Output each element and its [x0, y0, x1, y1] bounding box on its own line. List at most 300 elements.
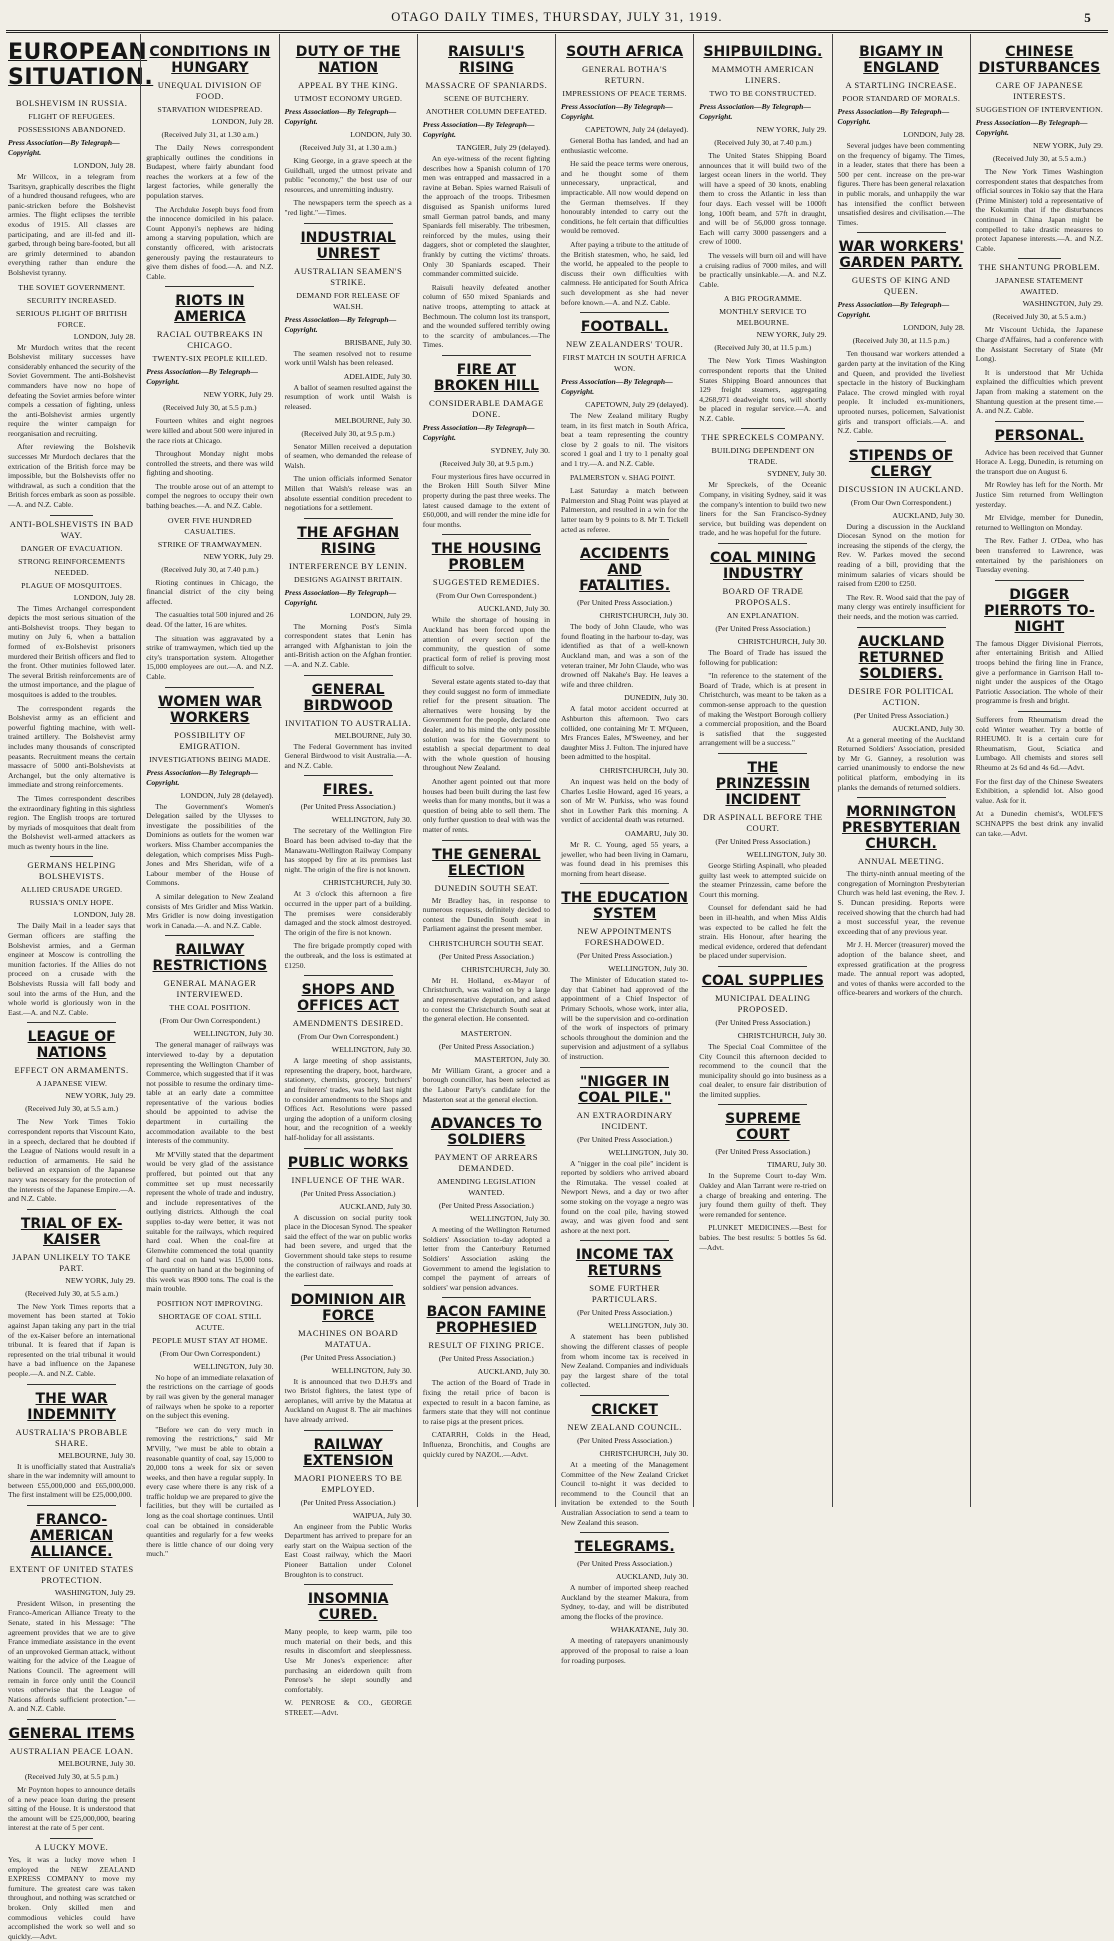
article-paragraph: The Times Archangel correspondent depicts the most serious situation of the anti-Bolshevist troops. They began to mutiny on July 6, when a battalion formed of ex-Bolshevist prisoners murdered their British officers and fled to the front. Other mutinies followed later. The several British reinforcements are of the utmost importance, and the plague of mosquitoes is added to the troubles.: [8, 603, 136, 699]
article-subheading: RESULT OF FIXING PRICE.: [428, 1340, 545, 1351]
dateline: TANGIER, July 29 (delayed).: [456, 143, 550, 152]
article-headline: DIGGER PIERROTS TO-NIGHT: [984, 586, 1095, 635]
article-subheading: DEMAND FOR RELEASE OF WALSH.: [296, 290, 400, 311]
received-note: (Received July 30, at 9.5 p.m.): [301, 428, 395, 438]
article-paragraph: Ten thousand war workers attended a garden party at the invitation of the King and Queen, and provided the liveliest spectacle in the history of Buckingham Palace. The crowd mingled with royal people. It included ex-munitioners, uprooted nurses, policemen, Salvationist girls and transport officials.—A. and N.Z. Cable.: [837, 349, 965, 436]
press-credit: (Per United Press Association.): [300, 1497, 396, 1507]
article-paragraph: Advice has been received that Gunner Horace A. Legg, Dunedin, is returning on the transport due on August 6.: [975, 447, 1103, 476]
article-paragraph: The New York Times Washington correspondent states that despatches from official sources in Tokio say that the Hara (Prime Minister) told a representative of the Kokumin that if the disturbances continued in China Japan might be compelled to take drastic measures to protect Japanese interests.—A. and N.Z. Cable.: [975, 167, 1103, 253]
article-paragraph: The Minister of Education stated to-day that Cabinet had approved of the appointment of a Chief Inspector of Primary Schools, whose work, inter alia, will be the supervision and co-ordination of the work of inspectors of primary schools throughout the dominion and the supervision and adjustment of a syllabus of instruction.: [561, 975, 689, 1062]
news-article: [838, 627, 965, 793]
press-credit: Press Association—By Telegraph—Copyright.: [837, 300, 950, 320]
news-column-6: [693, 34, 831, 1507]
article-divider: [580, 1240, 669, 1241]
article-headline: DUTY OF THE NATION: [295, 44, 401, 76]
press-credit: (Per United Press Association.): [577, 1134, 673, 1144]
article-paragraph: A meeting of the Wellington Returned Soldiers' Association to-day adopted a letter from the Canterbury Returned Soldiers' Association asking the Government to amend the legislation to compel the payment of arrears of soldiers' war pension advances.: [422, 1225, 550, 1292]
dateline: BRISBANE, July 30.: [344, 337, 412, 347]
article-headline: SHIPBUILDING.: [703, 44, 823, 60]
article-headline: SHOPS AND OFFICES ACT: [297, 982, 399, 1015]
received-note: (Received July 30, at 9.5 p.m.): [439, 458, 534, 468]
dateline: LONDON, July 30.: [350, 130, 412, 139]
article-divider: [718, 1104, 807, 1105]
article-divider: [304, 1584, 393, 1585]
article-paragraph: W. PENROSE & CO., GEORGE STREET.—Advt.: [284, 1698, 412, 1717]
article-subheading: MUNICIPAL DEALING PROPOSED.: [715, 992, 811, 1014]
dateline: WELLINGTON, July 30.: [331, 1045, 412, 1055]
article-paragraph: Mr Spreckels, of the Oceanic Company, in visiting Sydney, said it was the company's intention to build two new liners for the San Francisco-Sydney service, but building was dependent on trade, and he was hopeful for the future.: [699, 480, 827, 538]
news-article: [699, 543, 826, 748]
article-headline: ACCIDENTS AND FATALITIES.: [579, 546, 671, 595]
article-divider: [304, 675, 393, 676]
article-paragraph: Several estate agents stated to-day that they could suggest no form of immediate relief for the present situation. The alternatives were housing by the Government for the people, declared one dealer, and to his mind the only possible solution was for the Government to establish a special department to deal with the whole question of housing throughout New Zealand.: [422, 677, 550, 773]
article-subheading: BOARD OF TRADE PROPOSALS.: [722, 586, 804, 608]
article-paragraph: The famous Digger Divisional Pierrots, after entertaining British and Allied troops behind the firing line in France, give a performance in Garrison Hall to-night under the auspices of the Otago Patriotic Association. The whole of their programme is fresh and bright.: [975, 638, 1103, 706]
press-credit: (Per United Press Association.): [715, 624, 811, 634]
article-subheading: TWENTY-SIX PEOPLE KILLED.: [152, 354, 268, 364]
press-credit: Press Association—By Telegraph—Copyright.: [422, 422, 535, 442]
article-subheading: ANNUAL MEETING.: [857, 856, 945, 867]
dateline: AUCKLAND, July 30.: [892, 723, 965, 733]
news-article: [976, 44, 1103, 253]
article-paragraph: "Before we can do very much in removing the restrictions," said Mr M'Villy, "we must be able to obtain a reasonable quantity of coal, say 15,000 to 20,000 tons a week for six or seven weeks, and then have a regular supply. In every case where there is any risk of a traffic holdup we are prepared to give the facilities, but they will be curtailed as long as the coal shortage continues. Until coal can be obtained in considerable quantities and regularly for a few weeks there is little chance of our doing very much.": [146, 1424, 274, 1559]
article-paragraph: The general manager of railways was interviewed to-day by a deputation representing the Wellington Chamber of Commerce, which suggested that if it was not possible to resume the ordinary time-table at an early date a committee representative of the various bodies should be appointed to advise the department in curtailing the accommodation available to the best interests of the community.: [146, 1040, 274, 1146]
article-headline: THE PRINZESSIN INCIDENT: [715, 759, 810, 808]
article-divider: [304, 1148, 393, 1149]
article-divider: [165, 935, 254, 936]
news-article: [285, 518, 412, 670]
article-paragraph: A number of imported sheep reached Auckland by the steamer Makura, from Sydney, to-day, and will be distributed among the flocks of the province.: [561, 1583, 689, 1621]
article-paragraph: The Times correspondent describes the extraordinary fighting in this sightless region. The English troops are tortured by myriads of mosquitoes that dealt from the Bolshevist well-armed attackers as much as twenty hours in the line.: [8, 793, 136, 851]
article-paragraph: George Stirling Aspinall, who pleaded guilty last week to attempted suicide on the steamer Prinzessin, came before the Court this morning.: [699, 860, 827, 899]
article-subheading: RUSSIA'S ONLY HOPE.: [29, 898, 114, 908]
news-article: [699, 428, 826, 538]
article-subheading: THE COAL POSITION.: [169, 1003, 251, 1013]
press-credit: (From Our Own Correspondent.): [297, 1032, 399, 1042]
article-paragraph: It is understood that Mr Uchida explained the difficulties which prevent Japan from making a statement on the Shantung question at the present time.—A. and N.Z. Cable.: [975, 367, 1103, 416]
article-subheading: POSSESSIONS ABANDONED.: [17, 125, 126, 134]
article-subheading: MASSACRE OF SPANIARDS.: [425, 80, 548, 90]
news-article: [561, 1532, 688, 1665]
article-subheading: DESIGNS AGAINST BRITAIN.: [294, 574, 403, 584]
article-headline: RAILWAY RESTRICTIONS: [152, 942, 268, 975]
masthead-title: OTAGO DAILY TIMES, THURSDAY, JULY 31, 1919.: [391, 10, 723, 24]
article-subheading: DESIRE FOR POLITICAL ACTION.: [848, 685, 954, 707]
article-divider: [857, 797, 946, 798]
article-paragraph: While the shortage of housing in Auckland has been forced upon the attention of every section of the community, the question of some practical form of relief is proving most difficult to solve.: [422, 615, 550, 673]
dateline: MELBOURNE, July 30.: [334, 730, 412, 740]
article-subheading: ANTI-BOLSHEVISTS IN BAD WAY.: [9, 518, 134, 540]
article-subheading: TWO TO BE CONSTRUCTED.: [709, 89, 817, 98]
news-article: [976, 421, 1103, 575]
masthead: [0, 10, 1114, 28]
article-subheading: INFLUENCE OF THE WAR.: [291, 1174, 405, 1185]
article-headline: "NIGGER IN COAL PILE.": [578, 1073, 672, 1106]
dateline: ADELAIDE, July 30.: [343, 371, 412, 381]
article-paragraph: Raisuli heavily defeated another column of 650 mixed Spaniards and native troops, attempting to attack at Bechmoun. The column lost its transport, and the wounded suffered terribly owing to the scarcity of ambulances.—The Times.: [422, 282, 550, 350]
dateline: NEW YORK, July 29.: [756, 125, 827, 134]
article-paragraph: Mr Poynton hopes to announce details of a new peace loan during the present sitting of the House. It is understood that the amount will be £25,000,000, bearing interest at the rate of 5 per cent.: [8, 1785, 136, 1833]
article-paragraph: The Government's Women's Delegation sailed by the Ulysses to investigate the possibilities of the Dominions as outlets for the women war workers. Miss Chamber accompanies the delegation, which comprises Miss Pugh-Jones and Mrs Sheridan, wife of a Labour member of the House of Commons.: [146, 801, 274, 888]
article-headline: WAR WORKERS' GARDEN PARTY.: [838, 239, 964, 272]
press-credit: (From Our Own Correspondent.): [436, 591, 537, 601]
article-paragraph: King George, in a grave speech at the Guildhall, urged the utmost private and public "economy," the best use of our resources, and unremitting industry.: [284, 156, 412, 194]
news-article: [423, 840, 550, 1105]
article-paragraph: The Archduke Joseph buys food from the innocence domiciled in his palace. Count Apponyi's nephews are hiding among a starving population, which are constantly officered, with aristocrats generously paying the restaurateurs to give them dishes of food.—A. and N.Z. Cable.: [146, 204, 274, 281]
dateline: WELLINGTON, July 30.: [608, 1321, 689, 1331]
press-credit: (Per United Press Association.): [577, 598, 673, 608]
article-paragraph: Many people, to keep warm, pile too much material on their beds, and this results in discomfort and sleeplessness. Use Mr Jones's experience: after purchasing an eiderdown quilt from Penrose's he slept soundly and comfortably.: [284, 1627, 412, 1694]
article-paragraph: The vessels will burn oil and will have a cruising radius of 7000 miles, and will be practically unsinkable.—A. and N.Z. Cable.: [699, 250, 827, 289]
news-column-7: [832, 34, 970, 1507]
article-divider: [27, 1022, 116, 1023]
article-headline: FIRES.: [322, 782, 374, 799]
news-article: [423, 355, 550, 530]
article-divider: [27, 1719, 116, 1720]
article-subheading: PLAGUE OF MOSQUITOES.: [21, 580, 123, 590]
dateline: WELLINGTON, July 30.: [470, 1214, 550, 1224]
press-credit: (Per United Press Association.): [715, 1017, 811, 1027]
advertisement: [8, 1838, 135, 1941]
article-paragraph: Mr M'Villy stated that the department would be very glad of the assistance proffered, but pointed out that any committee set up must necessarily represent the whole of trade and industry, and include representatives of the outlying districts. Although the coal supplies to-day were better, it was not suitable for the railways, which required hard coal. When the coal-fire at Glenwhite commenced the total quantity of hard coal on hand was 15,000 tons. The quantity on hand at the beginning of this week was 8900 tons. The coal is the main trouble.: [146, 1149, 274, 1294]
dateline: WELLINGTON, July 30.: [746, 849, 827, 859]
article-headline: GENERAL BIRDWOOD: [303, 681, 393, 714]
dateline: AUCKLAND, July 30.: [339, 1201, 412, 1211]
article-divider: [995, 580, 1084, 581]
article-divider: [580, 883, 669, 884]
article-subheading: NEW APPOINTMENTS FORESHADOWED.: [577, 926, 672, 948]
article-headline: TRIAL OF EX-KAISER: [20, 1215, 123, 1248]
dateline: WHAKATANE, July 30.: [610, 1625, 689, 1635]
news-column-5: [555, 34, 693, 1665]
article-headline: THE EDUCATION SYSTEM: [561, 890, 688, 923]
news-article: [8, 1719, 135, 1833]
article-subheading: IMPRESSIONS OF PEACE TERMS.: [562, 89, 687, 98]
article-subheading: FLIGHT OF REFUGEES.: [28, 112, 115, 121]
article-divider: [442, 355, 531, 356]
article-divider: [304, 518, 393, 519]
article-headline: ADVANCES TO SOLDIERS: [430, 1116, 542, 1149]
news-article: [285, 1148, 412, 1280]
received-note: (Per United Press Association.): [438, 1041, 534, 1051]
masthead-rule: [6, 30, 1108, 31]
news-article: [8, 1505, 135, 1714]
dateline: NEW YORK, July 29.: [756, 330, 827, 340]
article-divider: [1018, 711, 1061, 712]
news-article: [146, 935, 273, 1559]
article-subheading: GENERAL MANAGER INTERVIEWED.: [163, 978, 257, 1000]
article-headline: WOMEN WAR WORKERS: [157, 693, 262, 726]
article-paragraph: An inquest was held on the body of Charles Leslie Howard, aged 16 years, a son of Mr W. Purkiss, who was found shot in Lowther Park this morning. A verdict of accidental death was returned.: [561, 776, 689, 825]
article-headline: RAISULI'S RISING: [447, 44, 525, 76]
article-divider: [50, 1838, 93, 1839]
article-subheading: NEW ZEALANDERS' TOUR.: [565, 339, 684, 350]
article-paragraph: The Rev. Father J. O'Dea, who has been transferred to Lawrence, was entertained by the parishioners on Tuesday evening.: [975, 536, 1103, 575]
article-subheading: MASTERTON.: [460, 1028, 512, 1038]
article-divider: [580, 312, 669, 313]
dateline: MELBOURNE, July 30.: [58, 1450, 136, 1460]
article-paragraph: Several judges have been commenting on the frequency of bigamy. The Times, in a leader, states that there has been a 500 per cent. increase on the pre-war figures. There has been general relaxation in public morals, and unhappily the war has intensified the conflict between unsatisfied desires and civilisation.—The Times.: [837, 141, 965, 227]
dateline: AUCKLAND, July 30.: [477, 1367, 550, 1377]
dateline: LONDON, July 29.: [350, 610, 412, 620]
news-article: [285, 975, 412, 1142]
dateline: WASHINGTON, July 29.: [1022, 299, 1103, 309]
press-credit: Press Association—By Telegraph—Copyright.: [146, 767, 258, 787]
article-divider: [27, 1384, 116, 1385]
article-subheading: OVER FIVE HUNDRED CASUALTIES.: [167, 515, 252, 536]
article-paragraph: A statement has been published showing the different classes of people from whom income tax is received in New Zealand. Companies and individuals pay the largest share of the total collected.: [561, 1332, 689, 1390]
article-divider: [442, 1297, 531, 1298]
page-number: 5: [1084, 10, 1092, 25]
news-column-4: [417, 34, 555, 1507]
article-paragraph: Mr Rowley has left for the North. Mr Justice Sim returned from Wellington yesterday.: [975, 480, 1103, 509]
received-note: (Received July 30, at 5.5 p.m.): [163, 403, 257, 413]
article-paragraph: Another agent pointed out that more houses had been built during the last few weeks than for many months, but it was a question of being able to sell them. The only further question to deal with was the matter of rents.: [422, 776, 550, 834]
dateline: WELLINGTON, July 30.: [608, 964, 689, 974]
article-divider: [442, 534, 531, 535]
article-headline: RAILWAY EXTENSION: [303, 1436, 394, 1469]
article-divider: [50, 856, 93, 857]
news-article: [285, 1285, 412, 1425]
press-credit: Press Association—By Telegraph—Copyright.: [284, 314, 397, 334]
article-subheading: UTMOST ECONOMY URGED.: [294, 94, 403, 103]
received-note: (Received July 31, at 1.30 a.m.): [299, 143, 397, 152]
article-subheading: MAORI PIONEERS TO BE EMPLOYED.: [293, 1472, 403, 1494]
article-paragraph: Mr R. C. Young, aged 55 years, a jeweller, who had been living in Oamaru, was found dead in his premises this morning from heart disease.: [561, 839, 689, 878]
advertisement: [285, 1584, 412, 1717]
article-paragraph: The New York Times Tokio correspondent reports that Viscount Kato, in a speech, declared that he doubted if the League of Nations would result in a reduction of armaments. He said he believed an expansion of the Japanese navy was necessary for the protection of the interests of the Japanese Empire.—A. and N.Z. Cable.: [8, 1117, 136, 1204]
article-paragraph: A discussion on social purity took place in the Diocesan Synod. The speaker said the effect of the war on public works had been severe, and urged that the Government should take steps to resume the construction of railways and roads at the earliest date.: [284, 1212, 412, 1280]
news-article: [561, 1240, 688, 1390]
article-paragraph: Mr Viscount Uchida, the Japanese Charge d'Affaires, had a conference with the Assistant Secretary of State (Mr Long).: [975, 325, 1103, 364]
article-subheading: JAPAN UNLIKELY TO TAKE PART.: [12, 1251, 132, 1273]
press-credit: Press Association—By Telegraph—Copyright.: [837, 107, 950, 126]
press-credit: Press Association—By Telegraph—Copyright.: [699, 102, 811, 121]
news-article: [561, 539, 688, 878]
press-credit: (Per United Press Association.): [853, 710, 949, 720]
article-headline: BACON FAMINE PROPHESIED: [426, 1304, 547, 1337]
news-article: [146, 44, 273, 281]
article-headline: EUROPEAN SITUATION.: [8, 40, 154, 90]
article-subheading: ALLIED CRUSADE URGED.: [20, 885, 123, 895]
news-article: [699, 44, 826, 423]
received-note: (Received July 30, at 5.5 p.m.): [24, 1772, 119, 1781]
article-headline: FOOTBALL.: [580, 319, 669, 336]
news-article: [976, 258, 1103, 415]
dateline: CHRISTCHURCH, July 30.: [737, 637, 827, 647]
article-paragraph: At a meeting of the Management Committee of the New Zealand Cricket Council to-night it was decided to recommend to the Council that an invitation be extended to the South Australian Association to send a team to New Zealand this season.: [561, 1459, 689, 1527]
dateline: TIMARU, July 30.: [767, 1160, 827, 1170]
dateline: SYDNEY, July 30.: [490, 445, 550, 455]
article-paragraph: The secretary of the Wellington Fire Board has been advised to-day that the Manawatu-Wellington Railway Company has stopped by fire at its premises last night. The origin of the fire is not known.: [284, 826, 412, 874]
press-credit: (Per United Press Association.): [577, 1308, 673, 1318]
dateline: CHRISTCHURCH, July 30.: [737, 1030, 827, 1040]
dateline: NEW YORK, July 29.: [65, 1091, 136, 1101]
advertisement: [976, 580, 1103, 706]
article-subheading: SERIOUS PLIGHT OF BRITISH FORCE.: [16, 308, 128, 329]
article-divider: [304, 1285, 393, 1286]
article-subheading: POSSIBILITY OF EMIGRATION.: [174, 729, 246, 751]
news-column-8: [970, 34, 1108, 1507]
article-paragraph: Throughout Monday night mobs controlled the streets, and there was wild fighting and shooting.: [146, 449, 274, 478]
article-paragraph: President Wilson, in presenting the Franco-American Alliance Treaty to the Senate, stated in his Message: "The agreement provides that we are to give France immediate assistance in the event of an unprovoked German attack, without waiting for the advice of the League of Nations Council. The agreement will remain in force only until the Council votes otherwise that the League of Nations affords sufficient protection."—A. and N.Z. Cable.: [8, 1598, 136, 1714]
article-headline: GENERAL ITEMS: [8, 1726, 135, 1742]
article-subheading: A LUCKY MOVE.: [34, 1841, 109, 1852]
article-subheading: PEOPLE MUST STAY AT HOME.: [152, 1335, 268, 1345]
article-headline: AUCKLAND RETURNED SOLDIERS.: [858, 633, 945, 682]
dateline: LONDON, July 28.: [903, 130, 965, 139]
article-subheading: RACIAL OUTBREAKS IN CHICAGO.: [156, 329, 263, 351]
news-article: [8, 1022, 135, 1203]
dateline: CHRISTCHURCH, July 30.: [599, 611, 689, 621]
article-headline: CONDITIONS IN HUNGARY: [149, 44, 271, 76]
press-credit: Press Association—By Telegraph—Copyright.: [284, 587, 397, 607]
press-credit: Press Association—By Telegraph—Copyright.: [561, 377, 673, 397]
article-paragraph: Yes, it was a lucky move when I employed the NEW ZEALAND EXPRESS COMPANY to move my furniture. The greatest care was taken throughout, and nothing was scratched or broken. Only skilled men and commodious vehicles could have accomplished the work so well and so quickly.—Advt.: [8, 1854, 136, 1941]
article-divider: [165, 286, 254, 287]
article-divider: [580, 1067, 669, 1068]
dateline: WAIPUA, July 30.: [352, 1510, 412, 1520]
article-headline: TELEGRAMS.: [574, 1539, 675, 1556]
article-paragraph: The casualties total 500 injured and 26 dead. Of the latter, 16 are whites.: [146, 610, 274, 630]
article-subheading: GUESTS OF KING AND QUEEN.: [851, 275, 951, 297]
dateline: OAMARU, July 30.: [625, 828, 689, 838]
press-credit: (Per United Press Association.): [577, 1559, 673, 1569]
news-article: [699, 1104, 826, 1252]
article-subheading: AMENDMENTS DESIRED.: [292, 1018, 404, 1029]
dateline: LONDON, July 28.: [211, 117, 274, 126]
article-divider: [304, 223, 393, 224]
article-paragraph: Mr Willcox, in a telegram from Tsaritsyn, graphically describes the flight of a hundred thousand refugees, who are panic-stricken before the Bolshevist armies. The flight eclipses the terrible exodus of 1915. All classes are participating, and are ill-fed and ill-garbed, through being bare-footed, but all are grimly determined to abandon everything rather than endure the Bolshevist tyranny.: [8, 172, 136, 277]
article-subheading: MONTHLY SERVICE TO MELBOURNE.: [719, 307, 807, 328]
article-paragraph: Four mysterious fires have occurred in the Broken Hill South Silver Mine property during the past three weeks. The latest caused damage to the extent of £60,000, and will render the mine idle for four months.: [422, 471, 550, 529]
dateline: CHRISTCHURCH, July 30.: [322, 878, 412, 888]
article-divider: [304, 1430, 393, 1431]
article-paragraph: The United States Shipping Board announces that it will build two of the largest ocean liners in the world. They will have a speed of 30 knots, enabling them to cross the Atlantic in less than four days. Each vessel will be 1000ft long, 100ft beam, and 57ft in draught, and will be of 56,000 gross tonnage. Each will carry 3000 passengers and a crew of 1000.: [699, 151, 827, 247]
press-credit: Press Association—By Telegraph—Copyright.: [422, 120, 535, 139]
dateline: LONDON, July 28 (delayed).: [180, 790, 274, 800]
news-columns: [6, 34, 1108, 1941]
article-divider: [27, 1209, 116, 1210]
article-paragraph: The thirty-ninth annual meeting of the congregation of Mornington Presbyterian Church was held last evening, the Rev. J. S. Duncan presiding. Reports were received showing that the church had had a most successful year, the revenue exceeding that of any previous year.: [837, 869, 965, 936]
dateline: NEW YORK, July 29.: [65, 1275, 136, 1285]
article-subheading: AN EXPLANATION.: [726, 611, 800, 621]
article-subheading: INTERFERENCE BY LENIN.: [288, 560, 408, 571]
article-subheading: SCENE OF BUTCHERY.: [444, 94, 529, 103]
article-headline: THE HOUSING PROBLEM: [431, 541, 541, 574]
article-headline: FIRE AT BROKEN HILL: [433, 361, 539, 394]
article-subheading: AUSTRALIAN SEAMEN'S STRIKE.: [294, 265, 403, 287]
article-paragraph: A fatal motor accident occurred at Ashburton this afternoon. Two cars collided, one containing Mr T. M'Queen, Mrs Frances Eales, M'Sweeney, and her daughter Miss J. Fulton. The injured have been admitted to the hospital.: [561, 704, 689, 762]
press-credit: Press Association—By Telegraph—Copyright.: [975, 118, 1088, 137]
article-headline: FRANCO-AMERICAN ALLIANCE.: [30, 1511, 114, 1560]
article-subheading: AMENDING LEGISLATION WANTED.: [437, 1177, 536, 1198]
article-divider: [442, 840, 531, 841]
press-credit: (Per United Press Association.): [438, 1354, 534, 1364]
article-paragraph: Mr William Grant, a grocer and a borough councillor, has been selected as the Labour Party's candidate for the Masterton seat at the general election.: [422, 1065, 550, 1104]
dateline: NEW YORK, July 29.: [1033, 141, 1103, 150]
article-divider: [718, 966, 807, 967]
article-paragraph: An eye-witness of the recent fighting describes how a Spanish column of 170 men was entrapped and massacred in a ravine at Beban. Spies warned Raisuli of the approach of the troops. Tribesmen disguised as Spanish uniforms lured small German patrol bands, and many Spaniards fell miserably. The tribesmen, reinforced by the mules, using their daggers, shot or completed the slaughter, frankly by cutting the victims' throats. Only 30 Spaniards escaped. Their commander committed suicide.: [422, 154, 550, 279]
article-paragraph: No hope of an immediate relaxation of the restrictions on the carriage of goods by rail was given by the general manager of railways when he spoke to a reporter on the subject this evening.: [146, 1372, 274, 1421]
dateline: WELLINGTON, July 30.: [331, 815, 412, 825]
article-headline: THE GENERAL ELECTION: [432, 846, 541, 879]
article-subheading: THE SOVIET GOVERNMENT.: [18, 282, 126, 292]
dateline: LONDON, July 28.: [73, 331, 136, 341]
article-paragraph: Fourteen whites and eight negroes were killed and about 500 were injured in the race riots at Chicago.: [146, 416, 274, 445]
article-divider: [580, 539, 669, 540]
article-subheading: MACHINES ON BOARD MATATUA.: [298, 1327, 399, 1349]
article-divider: [50, 515, 93, 516]
article-headline: COAL SUPPLIES: [701, 972, 824, 989]
article-subheading: AUSTRALIA'S PROBABLE SHARE.: [15, 1426, 128, 1448]
news-article: [423, 1109, 550, 1292]
dateline: WASHINGTON, July 29.: [54, 1587, 136, 1597]
article-paragraph: The correspondent regards the Bolshevist army as an efficient and powerful fighting machine, with well-trained artillery. The Bolshevist army includes many thousands of conscripted peasants. Recruitment means the certain massacre of 5000 anti-Bolshevists at Archangel, but the only alternative is immediate and strong reinforcements.: [8, 703, 136, 790]
article-subheading: SUGGESTED REMEDIES.: [432, 577, 540, 588]
dateline: NEW YORK, July 29.: [203, 390, 274, 400]
press-credit: (Per United Press Association.): [300, 1188, 396, 1198]
article-paragraph: It is unofficially stated that Australia's share in the war indemnity will amount to between £55,000,000 and £65,000,000. The first instalment will be £25,000,000.: [8, 1461, 136, 1500]
article-headline: THE WAR INDEMNITY: [27, 1390, 116, 1423]
article-paragraph: After paying a tribute to the attitude of the British statesmen, who, he said, led the world, he appealed to the people to discuss their own difficulties with calmness. He anticipated for South Africa such development as she had never before known.—A. and N.Z. Cable.: [561, 239, 689, 307]
article-paragraph: The Board of Trade has issued the following for publication:: [699, 648, 827, 667]
article-paragraph: During a discussion in the Auckland Diocesan Synod on the motion for increasing the stipends of the clergy, the Rev. W. Parkes moved the second reading of a bill, providing that the minimum salaries of vicars should be raised from £200 to £250.: [837, 521, 965, 589]
news-column-2: [140, 34, 278, 1559]
article-paragraph: PALMERSTON v. SHAG POINT.: [570, 472, 676, 482]
article-paragraph: A "nigger in the coal pile" incident is reported by soldiers who arrived aboard the Rimutaka. The vessel coaled at Newport News, and a day or two after some stoking on the voyage a negro was found on the coal pile, having stowed away, and was given food and sent ashore at the next port.: [561, 1158, 689, 1235]
article-paragraph: Mr Elvidge, member for Dunedin, returned to Wellington on Monday.: [975, 513, 1103, 532]
article-subheading: UNEQUAL DIVISION OF FOOD.: [157, 80, 262, 101]
article-divider: [857, 627, 946, 628]
press-credit: (Per United Press Association.): [300, 1352, 396, 1362]
article-subheading: BOLSHEVISM IN RUSSIA.: [15, 98, 128, 108]
article-subheading: INVITATION TO AUSTRALIA.: [284, 717, 412, 728]
article-paragraph: It is announced that two D.H.9's and two Bristol fighters, the latest type of aeroplanes, will arrive by the Matatua at Auckland on August 8. The air machines have already arrived.: [284, 1376, 412, 1425]
news-article: [285, 223, 412, 513]
dateline: LONDON, July 28.: [73, 161, 136, 170]
dateline: MELBOURNE, July 30.: [334, 415, 412, 425]
article-subheading: CHRISTCHURCH SOUTH SEAT.: [428, 938, 544, 948]
article-paragraph: After reviewing the Bolshevik successes Mr Murdoch declares that the extrication of the British force may be impossible, but the Bolshevists offer no withdrawal, as such a condition that the British forces embark as soon as possible.—A. and N.Z. Cable.: [8, 442, 136, 510]
article-subheading: STRONG REINFORCEMENTS NEEDED.: [18, 556, 126, 577]
article-paragraph: The Federal Government has invited General Birdwood to visit Australia.—A. and N.Z. Cable.: [284, 741, 412, 770]
article-headline: DOMINION AIR FORCE: [290, 1291, 406, 1324]
article-subheading: SUGGESTION OF INTERVENTION.: [975, 105, 1103, 114]
news-article: [146, 687, 273, 931]
article-headline: SUPREME COURT: [725, 1111, 801, 1144]
news-article: [838, 797, 965, 998]
news-article: [285, 44, 412, 218]
press-credit: (Per United Press Association.): [577, 951, 673, 961]
article-divider: [304, 975, 393, 976]
article-headline: CRICKET: [591, 1401, 658, 1418]
article-paragraph: A meeting of ratepayers unanimously approved of the proposal to raise a loan for roading purposes.: [561, 1636, 689, 1665]
news-article: [146, 286, 273, 681]
article-paragraph: The Rev. R. Wood said that the pay of many clergy was entirely insufficient for their needs, and the motion was carried.: [837, 592, 965, 622]
received-note: (Received July 30, at 11.5 p.m.): [852, 336, 950, 346]
article-paragraph: The Morning Post's Simla correspondent states that Lenin has arranged with Afghanistan to join the anti-British action on the Afghan frontier.—A. and N.Z. Cable.: [284, 621, 412, 670]
dateline: MASTERTON, July 30.: [474, 1054, 550, 1064]
article-subheading: POOR STANDARD OF MORALS.: [842, 94, 960, 103]
press-credit: (Per United Press Association.): [715, 1147, 811, 1157]
article-divider: [995, 421, 1084, 422]
article-headline: STIPENDS OF CLERGY: [848, 447, 954, 480]
article-headline: SOUTH AFRICA: [566, 44, 684, 60]
received-note: (Received July 30, at 7.40 p.m.): [714, 138, 812, 147]
article-subheading: DR ASPINALL BEFORE THE COURT.: [703, 811, 823, 833]
article-paragraph: A ballot of seamen resulted against the resumption of work until Walsh is released.: [284, 382, 412, 411]
